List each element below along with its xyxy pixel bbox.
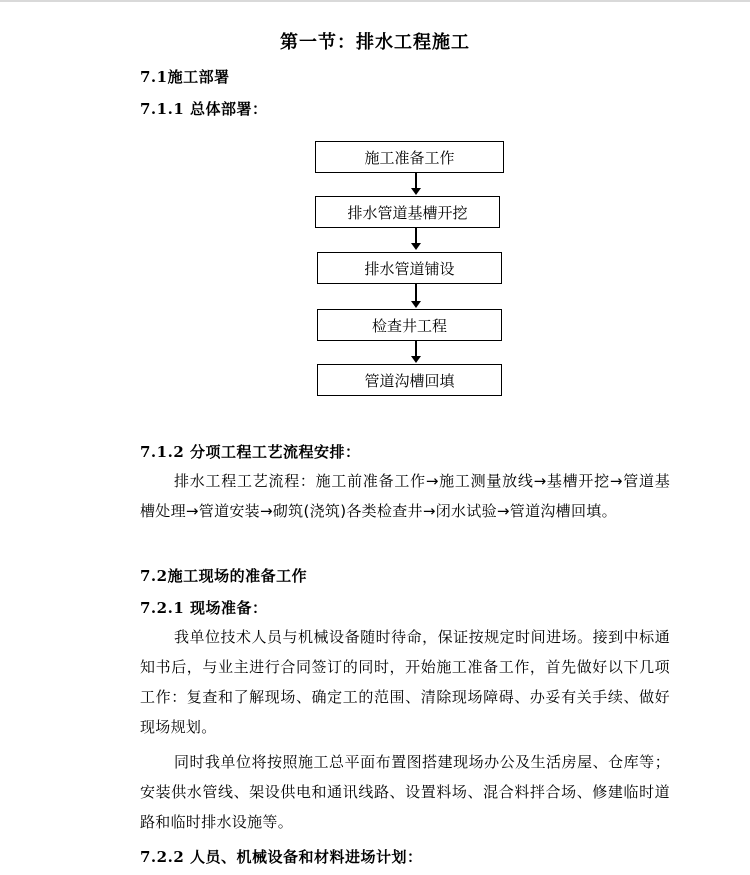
deployment-flowchart (0, 0, 750, 420)
flow-arrow-1 (415, 173, 417, 189)
flow-arrow-2 (415, 228, 417, 244)
flow-arrow-4 (415, 341, 417, 357)
heading-7-2: 7.2施工现场的准备工作 (140, 567, 308, 585)
flow-step-1: 施工准备工作 (315, 141, 504, 173)
section-title: 第一节：排水工程施工 (280, 32, 470, 53)
process-flow-paragraph: 排水工程工艺流程：施工前准备工作→施工测量放线→基槽开挖→管道基槽处理→管道安装→砌筑(浇筑)各类检查井→闭水试验→管道沟槽回填。 (140, 472, 670, 520)
flow-step-3: 排水管道铺设 (317, 252, 502, 284)
heading-7-1-1: 7.1.1 总体部署： (140, 100, 268, 118)
flow-step-4: 检查井工程 (317, 309, 502, 341)
flow-arrow-3 (415, 284, 417, 302)
site-prep-paragraph-2: 同时我单位将按照施工总平面布置图搭建现场办公及生活房屋、仓库等；安装供水管线、架设供电和通讯线路、设置料场、混合料拌合场、修建临时道路和临时排水设施等。 (140, 753, 670, 831)
flow-step-2: 排水管道基槽开挖 (315, 196, 500, 228)
site-prep-paragraph-1: 我单位技术人员与机械设备随时待命，保证按规定时间进场。接到中标通知书后，与业主进行合同签订的同时，开始施工准备工作，首先做好以下几项工作：复查和了解现场、确定工的范围、清除现场障碍、办妥有关手续、做好现场规划。 (140, 628, 670, 736)
heading-7-2-1: 7.2.1 现场准备： (140, 599, 268, 617)
heading-7-1: 7.1施工部署 (140, 68, 230, 86)
flow-step-5: 管道沟槽回填 (317, 364, 502, 396)
heading-7-1-2: 7.1.2 分项工程工艺流程安排： (140, 443, 361, 461)
heading-7-2-2: 7.2.2 人员、机械设备和材料进场计划： (140, 848, 423, 866)
